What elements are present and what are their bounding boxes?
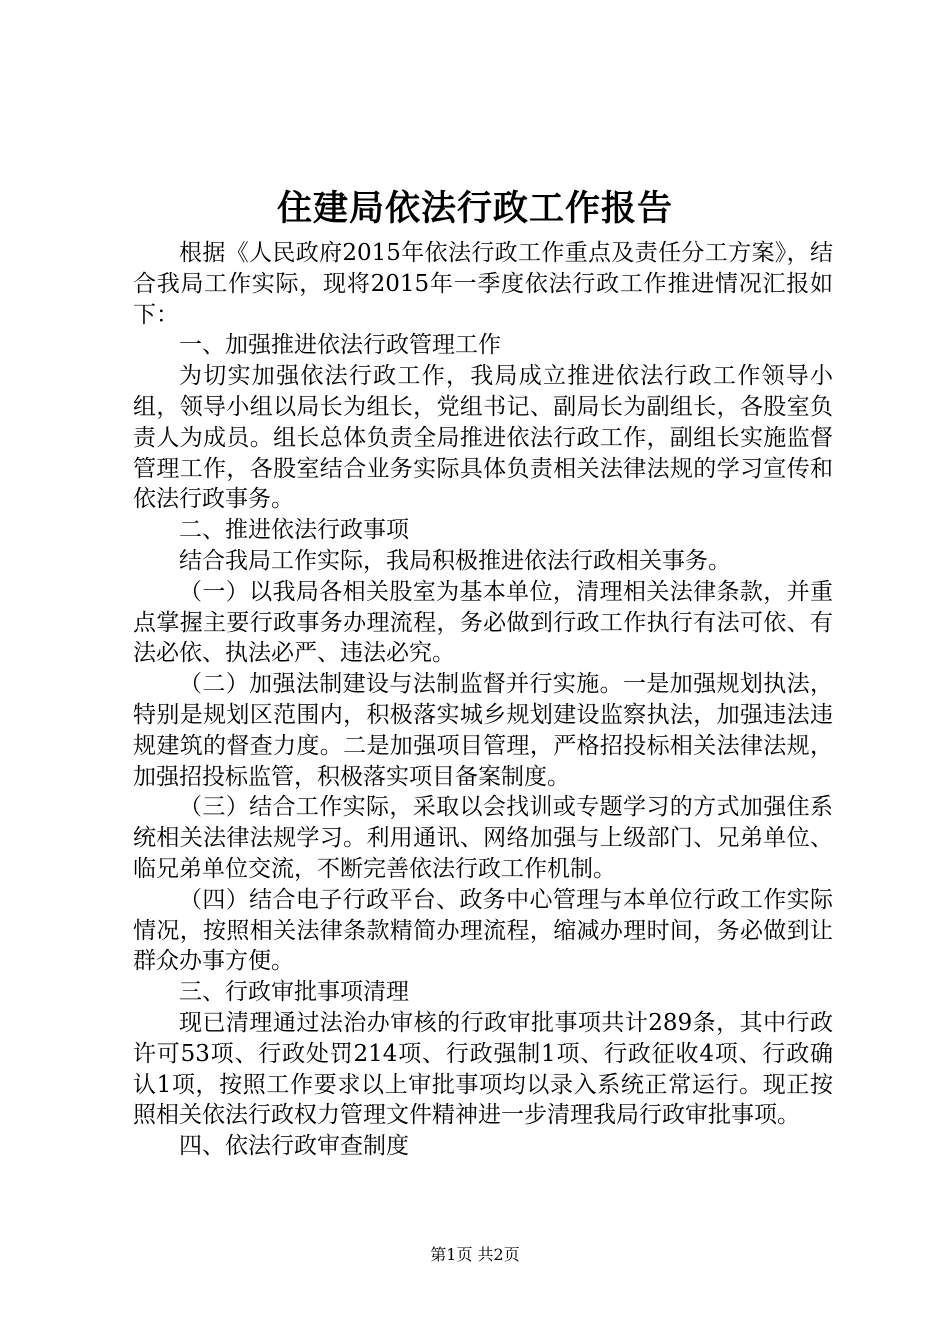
section-heading-1: 一、加强推进依法行政管理工作 <box>179 332 501 359</box>
section-3-paragraph: 现已清理通过法治办审核的行政审批事项共计289条，其中行政许可53项、行政处罚214项、行政强制1项、行政征收4项、行政确认1项，按照工作要求以上审批事项均以录入系统正常运行。现正按照相关依法行政权力管理文件精神进一步清理我局行政审批事项。 <box>133 1009 833 1129</box>
page-footer: 第1页 共2页 <box>430 1245 520 1264</box>
document-title: 住建局依法行政工作报告 <box>276 188 673 229</box>
section-2-item-4: （四）结合电子行政平台、政务中心管理与本单位行政工作实际情况，按照相关法律条款精简办理流程，缩减办理时间，务必做到让群众办事方便。 <box>133 886 833 975</box>
section-2-item-3: （三）结合工作实际，采取以会找训或专题学习的方式加强住系统相关法律法规学习。利用通讯、网络加强与上级部门、兄弟单位、临兄弟单位交流，不断完善依法行政工作机制。 <box>133 794 833 882</box>
section-2-item-2: （二）加强法制建设与法制监督并行实施。一是加强规划执法，特别是规划区范围内，积极落实城乡规划建设监察执法，加强违法违规建筑的督查力度。二是加强项目管理，严格招投标相关法律法规，加强招投标监管，积极落实项目备案制度。 <box>133 671 833 790</box>
section-heading-4: 四、依法行政审查制度 <box>179 1133 409 1160</box>
intro-paragraph: 根据《人民政府2015年依法行政工作重点及责任分工方案》，结合我局工作实际，现将2015年一季度依法行政工作推进情况汇报如下： <box>133 240 833 328</box>
document-body <box>133 238 833 1162</box>
section-heading-3: 三、行政审批事项清理 <box>179 979 409 1006</box>
section-heading-2: 二、推进依法行政事项 <box>179 517 409 544</box>
section-2-item-1: （一）以我局各相关股室为基本单位，清理相关法律条款，并重点掌握主要行政事务办理流程，务必做到行政工作执行有法可依、有法必依、执法必严、违法必究。 <box>133 578 833 667</box>
section-2-intro-paragraph: 结合我局工作实际，我局积极推进依法行政相关事务。 <box>179 547 731 574</box>
section-1-paragraph: 为切实加强依法行政工作，我局成立推进依法行政工作领导小组，领导小组以局长为组长，党组书记、副局长为副组长，各股室负责人为成员。组长总体负责全局推进依法行政工作，副组长实施监督管理工作，各股室结合业务实际具体负责相关法律法规的学习宣传和依法行政事务。 <box>133 363 833 513</box>
